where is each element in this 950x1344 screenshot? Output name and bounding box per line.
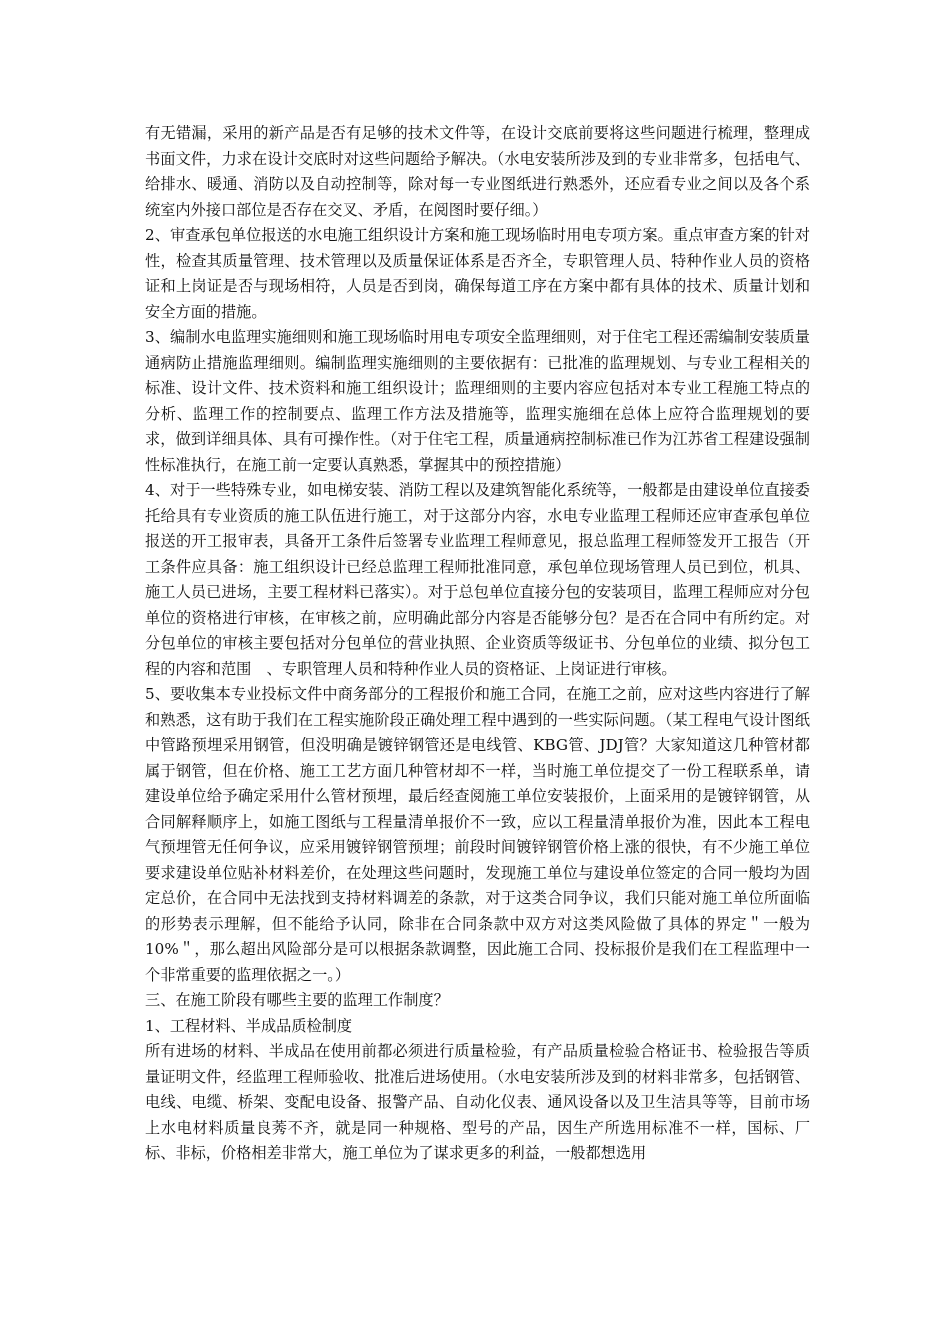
paragraph-item-5: 5、要收集本专业投标文件中商务部分的工程报价和施工合同，在施工之前，应对这些内容进行了解和熟悉，这有助于我们在工程实施阶段正确处理工程中遇到的一些实际问题。（某工程电气设计图纸中管路预埋采用钢管，但没明确是镀锌钢管还是电线管、KBG管、JDJ管？大家知道这几种管材都属于钢管，但在价格、施工工艺方面几种管材却不一样，当时施工单位提交了一份工程联系单，请建设单位给予确定采用什么管材预埋，最后经查阅施工单位安装报价，上面采用的是镀锌钢管，从合同解释顺序上，如施工图纸与工程量清单报价不一致，应以工程量清单报价为准，因此本工程电气预埋管无任何争议，应采用镀锌钢管预埋；前段时间镀锌钢管价格上涨的很快，有不少施工单位要求建设单位贴补材料差价，在处理这些问题时，发现施工单位与建设单位签定的合同一般均为固定总价，在合同中无法找到支持材料调差的条款，对于这类合同争议，我们只能对施工单位所面临的形势表示理解，但不能给予认同，除非在合同条款中双方对这类风险做了具体的界定＂一般为10%＂，那么超出风险部分是可以根据条款调整，因此施工合同、投标报价是我们在工程监理中一个非常重要的监理依据之一。） bbox=[145, 685, 810, 984]
section-heading-3: 三、在施工阶段有哪些主要的监理工作制度？ bbox=[145, 991, 449, 1009]
paragraph-item-4: 4、对于一些特殊专业，如电梯安装、消防工程以及建筑智能化系统等，一般都是由建设单位直接委托给具有专业资质的施工队伍进行施工，对于这部分内容，水电专业监理工程师还应审查承包单位报送的开工报审表，具备开工条件后签署专业监理工程师意见，报总监理工程师签发开工报告（开工条件应具备：施工组织设计已经总监理工程师批准同意，承包单位现场管理人员已到位，机具、施工人员已进场，主要工程材料已落实）。对于总包单位直接分包的安装项目，监理工程师应对分包单位的资格进行审核，在审核之前，应明确此部分内容是否能够分包？是否在合同中有所约定。对分包单位的审核主要包括对分包单位的营业执照、企业资质等级证书、分包单位的业绩、拟分包工程的内容和范围 、专职管理人员和特种作业人员的资格证、上岗证进行审核。 bbox=[145, 481, 810, 678]
paragraph-material-inspection: 所有进场的材料、半成品在使用前都必须进行质量检验，有产品质量检验合格证书、检验报告等质量证明文件，经监理工程师验收、批准后进场使用。（水电安装所涉及到的材料非常多，包括钢管、电线、电缆、桥架、变配电设备、报警产品、自动化仪表、通风设备以及卫生洁具等等，目前市场上水电材料质量良莠不齐，就是同一种规格、型号的产品，因生产所选用标准不一样，国标、厂标、非标，价格相差非常大，施工单位为了谋求更多的利益，一般都想选用 bbox=[145, 1042, 810, 1162]
paragraph-item-3: 3、编制水电监理实施细则和施工现场临时用电专项安全监理细则，对于住宅工程还需编制安装质量通病防止措施监理细则。编制监理实施细则的主要依据有：已批准的监理规划、与专业工程相关的标准、设计文件、技术资料和施工组织设计；监理细则的主要内容应包括对本专业工程施工特点的分析、监理工作的控制要点、监理工作方法及措施等，监理实施细在总体上应符合监理规划的要求，做到详细具体、具有可操作性。（对于住宅工程，质量通病控制标准已作为江苏省工程建设强制性标准执行，在施工前一定要认真熟悉，掌握其中的预控措施） bbox=[145, 328, 810, 474]
document-body bbox=[145, 121, 810, 1167]
subsection-heading-1: 1、工程材料、半成品质检制度 bbox=[145, 1016, 353, 1035]
paragraph-item-2: 2、审查承包单位报送的水电施工组织设计方案和施工现场临时用电专项方案。重点审查方案的针对性，检查其质量管理、技术管理以及质量保证体系是否齐全，专职管理人员、特种作业人员的资格证和上岗证是否与现场相符，人员是否到岗，确保每道工序在方案中都有具体的技术、质量计划和安全方面的措施。 bbox=[145, 226, 810, 321]
paragraph-design-review: 有无错漏，采用的新产品是否有足够的技术文件等，在设计交底前要将这些问题进行梳理，整理成书面文件，力求在设计交底时对这些问题给予解决。（水电安装所涉及到的专业非常多，包括电气、给排水、暖通、消防以及自动控制等，除对每一专业图纸进行熟悉外，还应看专业之间以及各个系统室内外接口部位是否存在交叉、矛盾，在阅图时要仔细。） bbox=[145, 124, 810, 219]
